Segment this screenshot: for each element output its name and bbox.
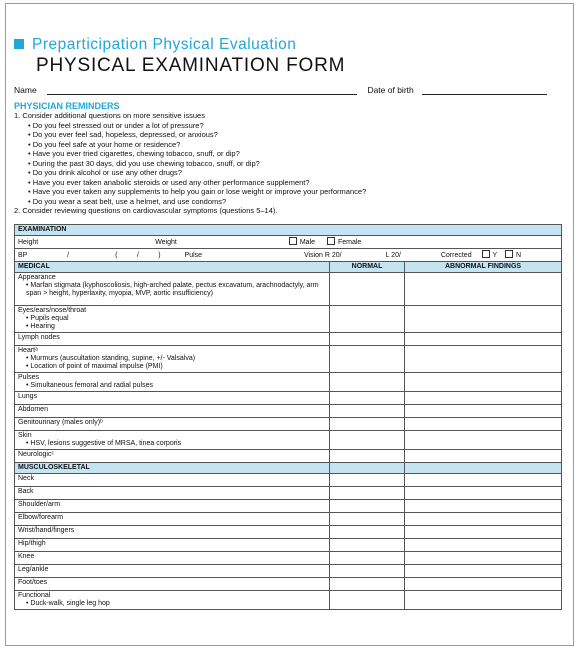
- row-label: Heartᵃ: [18, 347, 38, 354]
- abnormal-column-header: ABNORMAL FINDINGS: [405, 262, 562, 273]
- normal-cell[interactable]: [330, 450, 405, 463]
- normal-cell[interactable]: [330, 392, 405, 405]
- abnormal-cell[interactable]: [405, 539, 562, 552]
- abnormal-cell[interactable]: [405, 333, 562, 346]
- reminder-bullet: • Do you feel safe at your home or residence?: [14, 140, 366, 150]
- name-dob-line: [14, 85, 547, 95]
- normal-cell[interactable]: [330, 474, 405, 487]
- exam-row-appearance: [15, 273, 562, 306]
- row-label: Elbow/forearm: [15, 513, 330, 526]
- row-label: Foot/toes: [15, 578, 330, 591]
- normal-cell[interactable]: [330, 333, 405, 346]
- exam-row-lymph: [15, 333, 562, 346]
- reminder-bullet: • Do you drink alcohol or use any other drugs?: [14, 168, 366, 178]
- exam-row-wrist: [15, 526, 562, 539]
- reminder-bullet: • Do you feel stressed out or under a lot of pressure?: [14, 121, 366, 131]
- corrected-yes-checkbox[interactable]: [482, 250, 490, 258]
- male-label: Male: [299, 239, 315, 246]
- normal-cell[interactable]: [330, 306, 405, 333]
- male-checkbox[interactable]: [289, 237, 297, 245]
- dob-field[interactable]: [422, 86, 547, 95]
- normal-cell: [330, 463, 405, 474]
- normal-cell[interactable]: [330, 373, 405, 392]
- abnormal-cell[interactable]: [405, 431, 562, 450]
- exam-row-knee: [15, 552, 562, 565]
- normal-cell[interactable]: [330, 539, 405, 552]
- dob-label: Date of birth: [367, 85, 414, 95]
- name-label: Name: [14, 85, 37, 95]
- exam-row-genitourinary: [15, 418, 562, 431]
- medical-section-title: MEDICAL: [15, 262, 330, 273]
- row-detail: • Murmurs (auscultation standing, supine, +/- Valsalva): [18, 355, 326, 363]
- section-header-row: [15, 225, 562, 236]
- form-series-title: Preparticipation Physical Evaluation: [14, 36, 296, 54]
- abnormal-cell[interactable]: [405, 500, 562, 513]
- normal-cell[interactable]: [330, 346, 405, 373]
- abnormal-cell[interactable]: [405, 306, 562, 333]
- exam-row-elbow: [15, 513, 562, 526]
- abnormal-cell[interactable]: [405, 418, 562, 431]
- normal-cell[interactable]: [330, 513, 405, 526]
- row-label: Skin: [18, 432, 32, 439]
- abnormal-cell[interactable]: [405, 474, 562, 487]
- exam-row-foot: [15, 578, 562, 591]
- exam-row-pulses: [15, 373, 562, 392]
- form-title: PHYSICAL EXAMINATION FORM: [36, 55, 346, 76]
- row-label: Knee: [15, 552, 330, 565]
- corrected-no-checkbox[interactable]: [505, 250, 513, 258]
- normal-cell[interactable]: [330, 418, 405, 431]
- abnormal-cell[interactable]: [405, 591, 562, 610]
- bp-label: BP: [18, 252, 28, 259]
- weight-label: Weight: [155, 239, 177, 246]
- examination-table: [14, 224, 562, 610]
- row-label: Eyes/ears/nose/throat: [18, 307, 87, 314]
- square-bullet-icon: [14, 39, 24, 49]
- name-field[interactable]: [47, 86, 357, 95]
- exam-row-eyes: [15, 306, 562, 333]
- normal-cell[interactable]: [330, 405, 405, 418]
- reminder-bullet: • Do you ever feel sad, hopeless, depressed, or anxious?: [14, 130, 366, 140]
- abnormal-cell[interactable]: [405, 526, 562, 539]
- normal-cell[interactable]: [330, 500, 405, 513]
- row-label: Wrist/hand/fingers: [15, 526, 330, 539]
- musculoskeletal-header-row: [15, 463, 562, 474]
- normal-cell[interactable]: [330, 578, 405, 591]
- physician-reminders-title: PHYSICIAN REMINDERS: [14, 101, 120, 111]
- yes-label: Y: [492, 252, 498, 259]
- row-detail: • Marfan stigmata (kyphoscoliosis, high-arched palate, pectus excavatum, arachnodactyly, arm span > height, hyperlaxity, myopia, MVP, aortic insufficiency): [18, 282, 326, 298]
- physician-reminders: [14, 111, 366, 216]
- exam-row-hip: [15, 539, 562, 552]
- normal-column-header: NORMAL: [330, 262, 405, 273]
- medical-header-row: [15, 262, 562, 273]
- abnormal-cell[interactable]: [405, 565, 562, 578]
- normal-cell[interactable]: [330, 487, 405, 500]
- reminder-bullet: • Have you ever taken anabolic steroids or used any other performance supplement?: [14, 178, 366, 188]
- pulse-label: Pulse: [184, 252, 203, 259]
- row-label: Functional: [18, 592, 51, 599]
- corrected-label: Corrected: [440, 252, 472, 259]
- row-detail: • Duck-walk, single leg hop: [18, 600, 326, 608]
- exam-row-skin: [15, 431, 562, 450]
- abnormal-cell[interactable]: [405, 578, 562, 591]
- reminder-item: 2. Consider reviewing questions on cardiovascular symptoms (questions 5–14).: [14, 206, 278, 215]
- row-label: Lymph nodes: [15, 333, 330, 346]
- exam-row-shoulder: [15, 500, 562, 513]
- row-label: Appearance: [18, 274, 56, 281]
- exam-row-functional: [15, 591, 562, 610]
- female-label: Female: [337, 239, 362, 246]
- row-label: Neurologicᶜ: [15, 450, 330, 463]
- abnormal-cell[interactable]: [405, 450, 562, 463]
- row-detail: • HSV, lesions suggestive of MRSA, tinea corporis: [18, 440, 326, 448]
- abnormal-cell: [405, 463, 562, 474]
- row-detail: • Pupils equal: [18, 315, 326, 323]
- exam-row-back: [15, 487, 562, 500]
- bp-repeat: ( / ): [115, 252, 161, 259]
- normal-cell[interactable]: [330, 565, 405, 578]
- row-label: Shoulder/arm: [15, 500, 330, 513]
- examination-section-title: EXAMINATION: [15, 225, 562, 236]
- abnormal-cell[interactable]: [405, 373, 562, 392]
- height-weight-row: [15, 236, 562, 249]
- row-label: Lungs: [15, 392, 330, 405]
- reminder-bullet: • During the past 30 days, did you use chewing tobacco, snuff, or dip?: [14, 159, 366, 169]
- row-detail: • Location of point of maximal impulse (PMI): [18, 363, 326, 371]
- normal-cell[interactable]: [330, 552, 405, 565]
- normal-cell[interactable]: [330, 431, 405, 450]
- female-checkbox[interactable]: [327, 237, 335, 245]
- abnormal-cell[interactable]: [405, 513, 562, 526]
- exam-row-heart: [15, 346, 562, 373]
- no-label: N: [516, 252, 522, 259]
- abnormal-cell[interactable]: [405, 392, 562, 405]
- abnormal-cell[interactable]: [405, 405, 562, 418]
- row-label: Neck: [15, 474, 330, 487]
- abnormal-cell[interactable]: [405, 346, 562, 373]
- abnormal-cell[interactable]: [405, 487, 562, 500]
- bp-slash: /: [67, 252, 70, 259]
- reminder-bullet: • Do you wear a seat belt, use a helmet, and use condoms?: [14, 197, 366, 207]
- vision-left-label: L 20/: [385, 252, 401, 259]
- row-label: Pulses: [18, 374, 40, 381]
- row-label: Back: [15, 487, 330, 500]
- row-detail: • Simultaneous femoral and radial pulses: [18, 382, 326, 390]
- row-label: Genitourinary (males only)ᵇ: [15, 418, 330, 431]
- normal-cell[interactable]: [330, 273, 405, 306]
- normal-cell[interactable]: [330, 526, 405, 539]
- row-label: Abdomen: [15, 405, 330, 418]
- musculoskeletal-section-title: MUSCULOSKELETAL: [15, 463, 330, 474]
- row-label: Hip/thigh: [15, 539, 330, 552]
- height-label: Height: [18, 239, 39, 246]
- abnormal-cell[interactable]: [405, 552, 562, 565]
- bp-vision-row: [15, 249, 562, 262]
- reminder-bullet: • Have you ever tried cigarettes, chewing tobacco, snuff, or dip?: [14, 149, 366, 159]
- normal-cell[interactable]: [330, 591, 405, 610]
- exam-row-neurologic: [15, 450, 562, 463]
- reminder-item: 1. Consider additional questions on more sensitive issues: [14, 111, 205, 120]
- reminder-bullet: • Have you ever taken any supplements to help you gain or lose weight or improve your performance?: [14, 187, 366, 197]
- row-label: Leg/ankle: [15, 565, 330, 578]
- exam-row-leg: [15, 565, 562, 578]
- abnormal-cell[interactable]: [405, 273, 562, 306]
- exam-row-lungs: [15, 392, 562, 405]
- row-detail: • Hearing: [18, 323, 326, 331]
- vision-right-label: Vision R 20/: [304, 252, 342, 259]
- exam-row-neck: [15, 474, 562, 487]
- exam-row-abdomen: [15, 405, 562, 418]
